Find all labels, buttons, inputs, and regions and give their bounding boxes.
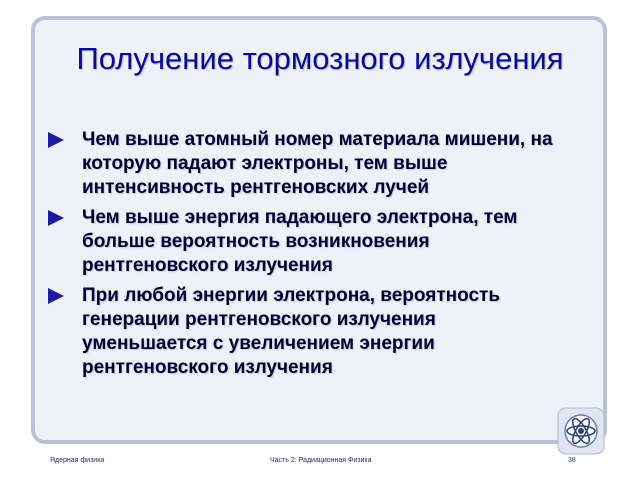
triangle-bullet-icon [48, 132, 64, 148]
bullet-item [44, 128, 564, 200]
footer-section-name: Часть 2: Радиационная Физика [270, 457, 372, 464]
bullet-text: Чем выше атомный номер материала мишени, на которую падают электроны, тем выше интенсивность рентгеновских лучей [82, 129, 553, 198]
footer-course-name: Ядерная физика [50, 457, 105, 464]
slide-title: Получение тормозного излучения [76, 41, 564, 76]
bullet-item [44, 284, 564, 380]
bullet-text: При любой энергии электрона, вероятность генерации рентгеновского излучения уменьшается с увеличением энергии рентгеновского излучения [82, 285, 501, 378]
footer-page-number: 38 [568, 457, 576, 464]
bullet-item [44, 206, 564, 278]
iaea-atom-logo-icon [557, 407, 605, 455]
triangle-bullet-icon [48, 288, 64, 304]
bullet-text: Чем выше энергия падающего электрона, тем больше вероятность возникновения рентгеновского излучения [82, 207, 518, 276]
bullet-list [44, 128, 564, 386]
triangle-bullet-icon [48, 210, 64, 226]
